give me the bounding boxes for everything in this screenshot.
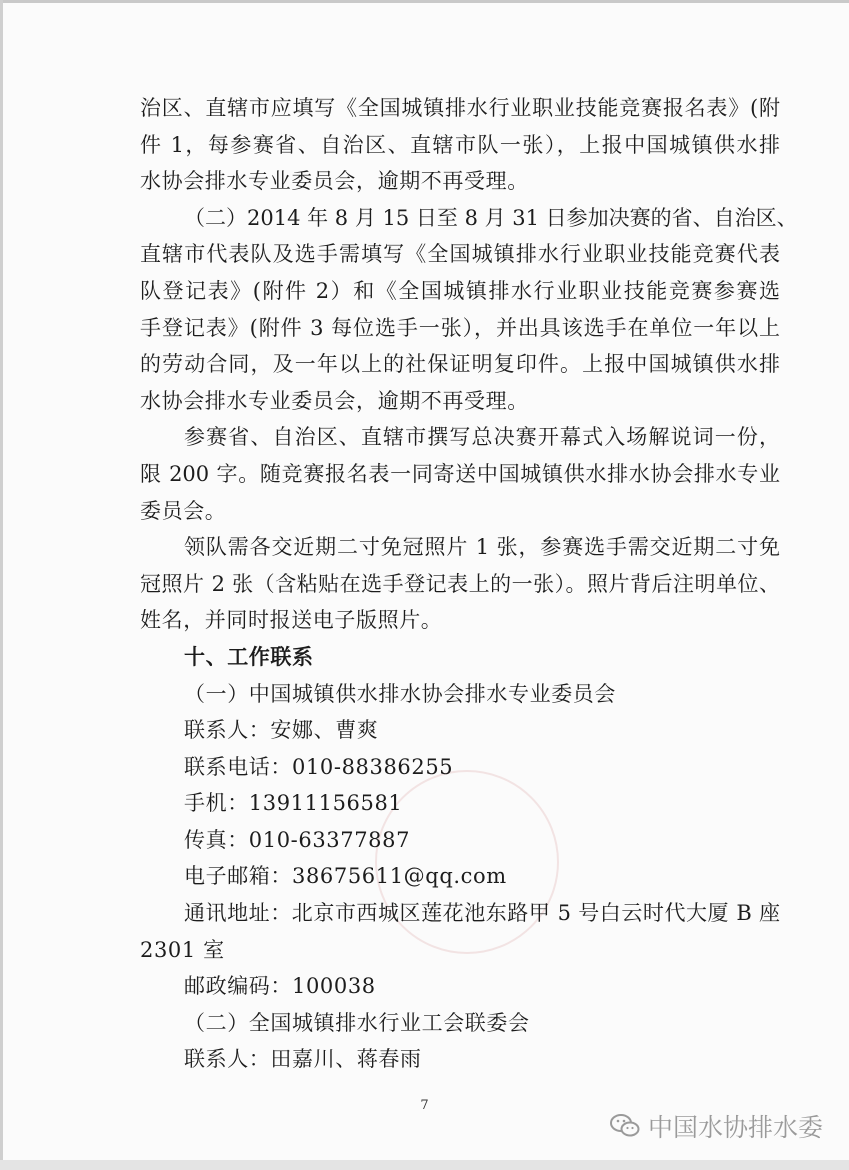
scan-bottom-edge: [0, 1160, 849, 1170]
scan-left-edge: [0, 0, 3, 1170]
text-line: 水协会排水专业委员会，逾期不再受理。: [140, 388, 529, 413]
contact-address-cont: 2301 室: [140, 937, 225, 962]
text-line: 冠照片 2 张（含粘贴在选手登记表上的一张）。照片背后注明单位、: [140, 571, 780, 596]
contact-email: 电子邮箱：38675611@qq.com: [184, 864, 507, 889]
text-line: 治区、直辖市应填写《全国城镇排水行业职业技能竞赛报名表》(附: [140, 96, 780, 120]
contact-postcode: 邮政编码：100038: [184, 974, 376, 999]
text-line: 参赛省、自治区、直辖市撰写总决赛开幕式入场解说词一份，: [184, 425, 780, 450]
text-line: 直辖市代表队及选手需填写《全国城镇排水行业职业技能竞赛代表: [140, 242, 780, 267]
text-line: 限 200 字。随竞赛报名表一同寄送中国城镇供水排水协会排水专业: [140, 461, 780, 486]
section-heading: 十、工作联系: [184, 643, 314, 669]
wechat-icon: [610, 1113, 640, 1139]
watermark-text: 中国水协排水委: [647, 1113, 823, 1142]
text-line: 姓名，并同时报送电子版照片。: [140, 608, 443, 633]
text-line: 的劳动合同，及一年以上的社保证明复印件。上报中国城镇供水排: [140, 352, 780, 377]
contact-address: 通讯地址：北京市西城区莲花池东路甲 5 号白云时代大厦 B 座: [184, 901, 780, 926]
contact-person: 联系人：田嘉川、蒋春雨: [184, 1047, 422, 1072]
text-line: 委员会。: [140, 498, 227, 523]
contact-person: 联系人：安娜、曹爽: [184, 718, 379, 743]
contact-fax: 传真：010-63377887: [184, 827, 411, 852]
contact-mobile: 手机：13911156581: [184, 791, 403, 816]
watermark: [610, 1108, 823, 1144]
text-line: 队登记表》(附件 2）和《全国城镇排水行业职业技能竞赛参赛选: [140, 278, 780, 303]
text-line: 手登记表》(附件 3 每位选手一张），并出具该选手在单位一年以上: [140, 315, 780, 340]
page-number: 7: [420, 1098, 429, 1113]
text-line: （二）2014 年 8 月 15 日至 8 月 31 日参加决赛的省、自治区、: [184, 205, 798, 230]
scan-top-edge: [0, 0, 849, 3]
text-line: 件 1，每参赛省、自治区、直辖市队一张），上报中国城镇供水排: [140, 132, 780, 157]
text-line: 水协会排水专业委员会，逾期不再受理。: [140, 169, 529, 194]
document-body: [140, 90, 798, 1078]
contact-phone: 联系电话：010-88386255: [184, 754, 454, 779]
text-line: 领队需各交近期二寸免冠照片 1 张，参赛选手需交近期二寸免: [184, 535, 780, 560]
subsection-heading: （二）全国城镇排水行业工会联委会: [184, 1010, 530, 1035]
subsection-heading: （一）中国城镇供水排水协会排水专业委员会: [184, 681, 616, 706]
